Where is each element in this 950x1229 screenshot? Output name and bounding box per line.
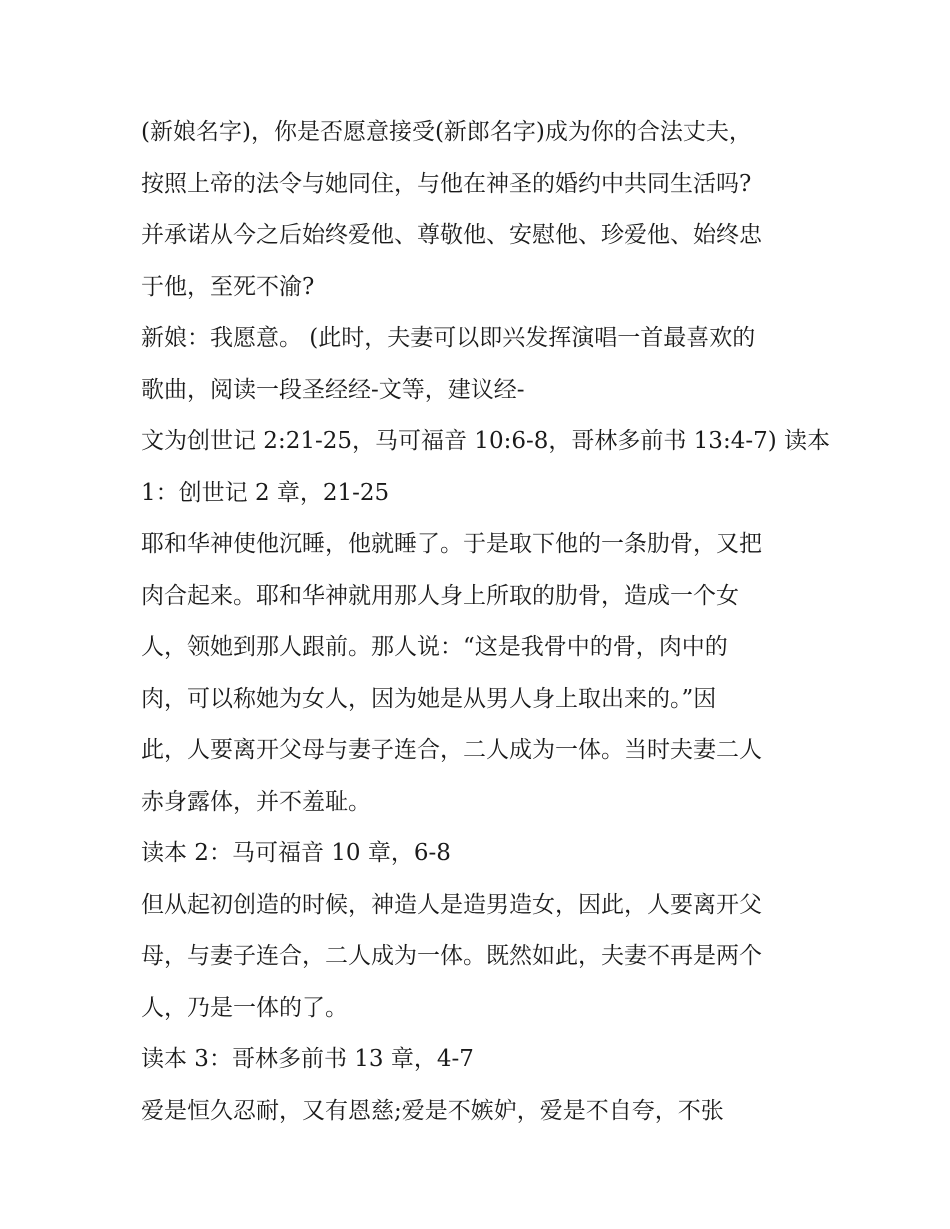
text-line: 爱是恒久忍耐，又有恩慈;爱是不嫉妒，爱是不自夸，不张 xyxy=(141,1097,724,1124)
text-line: 歌曲，阅读一段圣经经-文等，建议经- xyxy=(141,376,525,403)
text-line: 人，领她到那人跟前。那人说：“这是我骨中的骨，肉中的 xyxy=(141,634,728,660)
text-line: 肉合起来。耶和华神就用那人身上所取的肋骨，造成一个女 xyxy=(141,582,739,609)
text-line: 母，与妻子连合，二人成为一体。既然如此，夫妻不再是两个 xyxy=(141,943,762,969)
text-line: 肉，可以称她为女人，因为她是从男人身上取出来的。”因 xyxy=(141,685,717,712)
text-line: 于他，至死不渝? xyxy=(141,273,315,300)
text-line: 但从起初创造的时候，神造人是造男造女，因此，人要离开父 xyxy=(141,891,762,918)
text-line: 耶和华神使他沉睡，他就睡了。于是取下他的一条肋骨，又把 xyxy=(141,531,762,557)
text-line: 文为创世记 2:21-25，马可福音 10:6-8，哥林多前书 13:4-7) 读本 xyxy=(141,428,831,454)
text-line: 人，乃是一体的了。 xyxy=(141,994,348,1021)
text-line: 读本 2：马可福音 10 章，6-8 xyxy=(141,840,451,866)
text-line: 并承诺从今之后始终爱他、尊敬他、安慰他、珍爱他、始终忠 xyxy=(141,222,762,248)
text-line: (新娘名字)，你是否愿意接受(新郎名字)成为你的合法丈夫， xyxy=(141,119,752,145)
text-line: 赤身露体，并不羞耻。 xyxy=(141,788,371,815)
text-line: 此，人要离开父母与妻子连合，二人成为一体。当时夫妻二人 xyxy=(141,737,762,763)
text-line: 读本 3：哥林多前书 13 章，4-7 xyxy=(141,1046,474,1072)
text-line: 按照上帝的法令与她同住，与他在神圣的婚约中共同生活吗? xyxy=(141,170,752,197)
text-column xyxy=(141,107,841,1137)
text-line: 1：创世记 2 章，21-25 xyxy=(141,479,390,506)
text-line: 新娘：我愿意。 (此时，夫妻可以即兴发挥演唱一首最喜欢的 xyxy=(141,325,756,351)
